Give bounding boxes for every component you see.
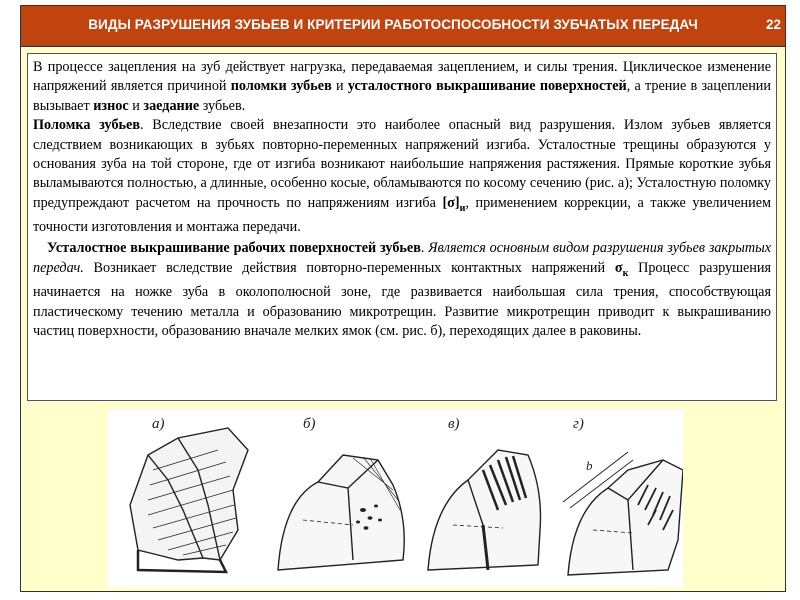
dimension-label-b: b bbox=[586, 458, 593, 473]
paragraph-pitting: Усталостное выкрашивание рабочих поверхностей зубьев. Является основным видом разрушения зубьев закрытых передач. Возникает вследствие действия повторно-переменных контактных напряжений $\sigma_к$ Процесс разрушения начинается на ножке зуба в околополюсной зоне, где развивается наибольшая сила трения, способствующая пластическому течению металла и образованию микротрещин. Развитие микротрещин приводит к выкрашиванию частиц поверхности, образованию вначале мелких ямок (см. рис. б), переходящих далее в раковины. bbox=[33, 240, 772, 339]
drawing-d-scuffed-tooth bbox=[563, 452, 683, 575]
slide-title: ВИДЫ РАЗРУШЕНИЯ ЗУБЬЕВ И КРИТЕРИИ РАБОТОСПОСОБНОСТИ ЗУБЧАТЫХ ПЕРЕДАЧ bbox=[88, 17, 698, 32]
drawing-c-worn-tooth bbox=[428, 450, 541, 570]
pitting-emphasis: Является основным видом разрушения зубьев закрытых передач. bbox=[33, 240, 771, 276]
paragraph-intro: В процессе зацепления на зуб действует нагрузка, передаваемая зацеплением, и силы трения. Циклическое изменение напряжений является причиной поломки зубьев и усталостного выкрашивание поверхностей, а трение в зацеплении вызывает износ и заедание зубьев. bbox=[33, 59, 771, 114]
heading-pitting: Усталостное выкрашивание рабочих поверхностей зубьев bbox=[47, 240, 421, 257]
figure-label-b: б) bbox=[303, 416, 316, 432]
figure-label-a: а) bbox=[152, 416, 165, 432]
text-box bbox=[27, 53, 777, 401]
bending-stress-symbol: [σ] bbox=[442, 194, 460, 211]
slide bbox=[20, 5, 786, 592]
drawing-a-broken-tooth bbox=[130, 428, 248, 572]
paragraph-breakage: Поломка зубьев. Вследствие своей внезапности это наиболее опасный вид разрушения. Излом зубьев является следствием возникающих в зубьях повторно-переменных напряжений изгиба. Усталостные трещины образуются у основания зуба на той стороне, где от изгиба возникают наибольшие напряжения растяжения. Прямые короткие зубья выламываются полностью, а длинные, особенно косые, обламываются по косому сечению (рис. а); Усталостную поломку предупреждают расчетом на прочность по напряжениям изгиба $[\sigma]_и$, применением коррекции, а также увеличением точности изготовления и монтажа передачи. bbox=[33, 117, 772, 236]
figure-label-d: г) bbox=[573, 416, 584, 432]
heading-breakage: Поломка зубьев bbox=[33, 117, 141, 134]
term-fatigue-pitting: усталостного выкрашивание поверхностей bbox=[347, 78, 627, 95]
term-wear: износ bbox=[93, 97, 129, 114]
term-scuffing: заедание bbox=[143, 97, 200, 114]
tooth-drawings bbox=[108, 410, 683, 588]
figure-label-c: в) bbox=[448, 416, 460, 432]
drawing-b-pitted-tooth bbox=[278, 455, 404, 570]
term-tooth-breakage: поломки зубьев bbox=[230, 78, 332, 95]
page-number: 22 bbox=[765, 17, 781, 32]
slide-body bbox=[21, 47, 785, 591]
tooth-damage-figure bbox=[108, 410, 683, 588]
slide-header bbox=[21, 6, 785, 47]
contact-stress-symbol: σ bbox=[614, 259, 623, 276]
